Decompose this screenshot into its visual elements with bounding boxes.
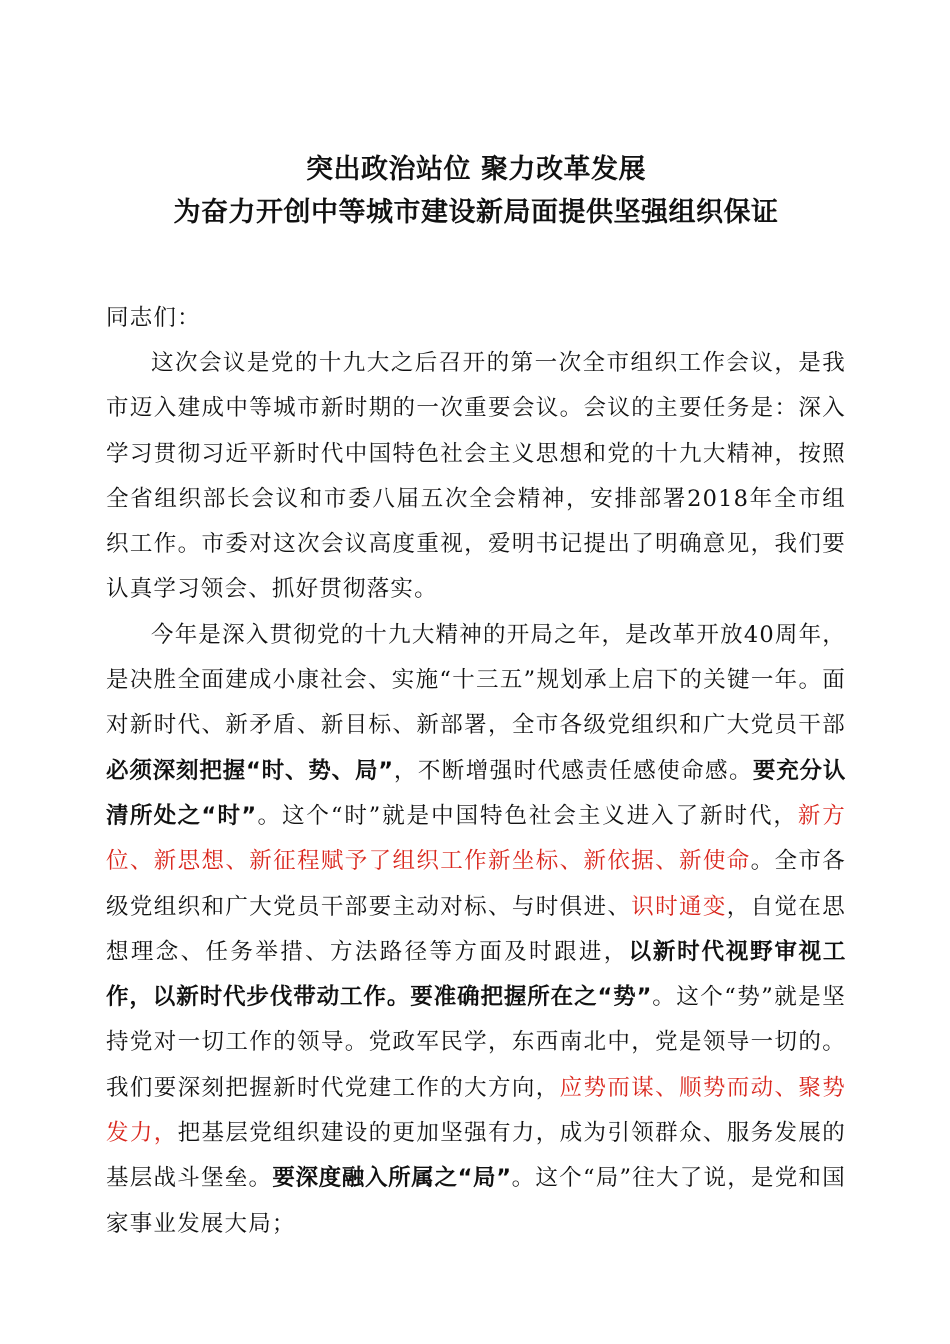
p2-text-7: 把基层党组织建设的更加坚强有力，成为引领群众、服务发展的基层战斗堡垒。 (106, 1120, 846, 1192)
p2-red-2: 识时通变 (631, 893, 727, 920)
p2-text-5: ，自觉在思想理念、任务举措、方法路径等方面及时跟进， (106, 893, 846, 965)
p2-bold-2: 要充分认清所处之“时” (106, 757, 846, 829)
p2-text-3: 。这个“时”就是中国特色社会主义进入了新时代， (256, 802, 798, 829)
p2-bold-1: 必须深刻把握“时、势、局” (106, 757, 394, 784)
p2-text-8: 。这个“局”往大了说，是党和国家事业发展大局； (106, 1165, 847, 1237)
paragraph-1: 这次会议是党的十九大之后召开的第一次全市组织工作会议，是我市迈入建成中等城市新时期的一次重要会议。会议的主要任务是：深入学习贯彻习近平新时代中国特色社会主义思想和党的十九大精神，按照全省组织部长会议和市委八届五次全会精神，安排部署2018年全市组织工作。市委对这次会议高度重视，爱明书记提出了明确意见，我们要认真学习领会、抓好贯彻落实。 (106, 350, 846, 603)
p2-text-6: 。这个“势”就是坚持党对一切工作的领导。党政军民学，东西南北中，党是领导一切的。我们要深刻把握新时代党建工作的大方向， (106, 984, 846, 1101)
title-line-2: 为奋力开创中等城市建设新局面提供坚强组织保证 (173, 197, 779, 228)
p2-text-2: ，不断增强时代感责任感使命感。 (393, 757, 753, 784)
p2-bold-3: 以新时代视野审视工作，以新时代步伐带动工作。要准确把握所在之“势” (106, 938, 846, 1011)
p2-red-3: 应势而谋、顺势而动、聚势发力， (106, 1074, 846, 1147)
p2-text-4: 。全市各级党组织和广大党员干部要主动对标、与时俱进、 (106, 848, 846, 920)
document-title (106, 148, 846, 234)
p2-red-1: 新方位、新思想、新征程赋予了组织工作新坐标、新依据、新使命 (106, 802, 847, 875)
p2-bold-4: 要深度融入所属之“局” (272, 1165, 512, 1192)
p2-text-1: 今年是深入贯彻党的十九大精神的开局之年，是改革开放40周年，是决胜全面建成小康社会、实施“十三五”规划承上启下的关键一年。面对新时代、新矛盾、新目标、新部署，全市各级党组织和广大党员干部 (106, 621, 846, 739)
title-line-1: 突出政治站位 聚力改革发展 (306, 154, 646, 185)
salutation: 同志们： (106, 305, 201, 331)
paragraph-2 (106, 613, 846, 1247)
